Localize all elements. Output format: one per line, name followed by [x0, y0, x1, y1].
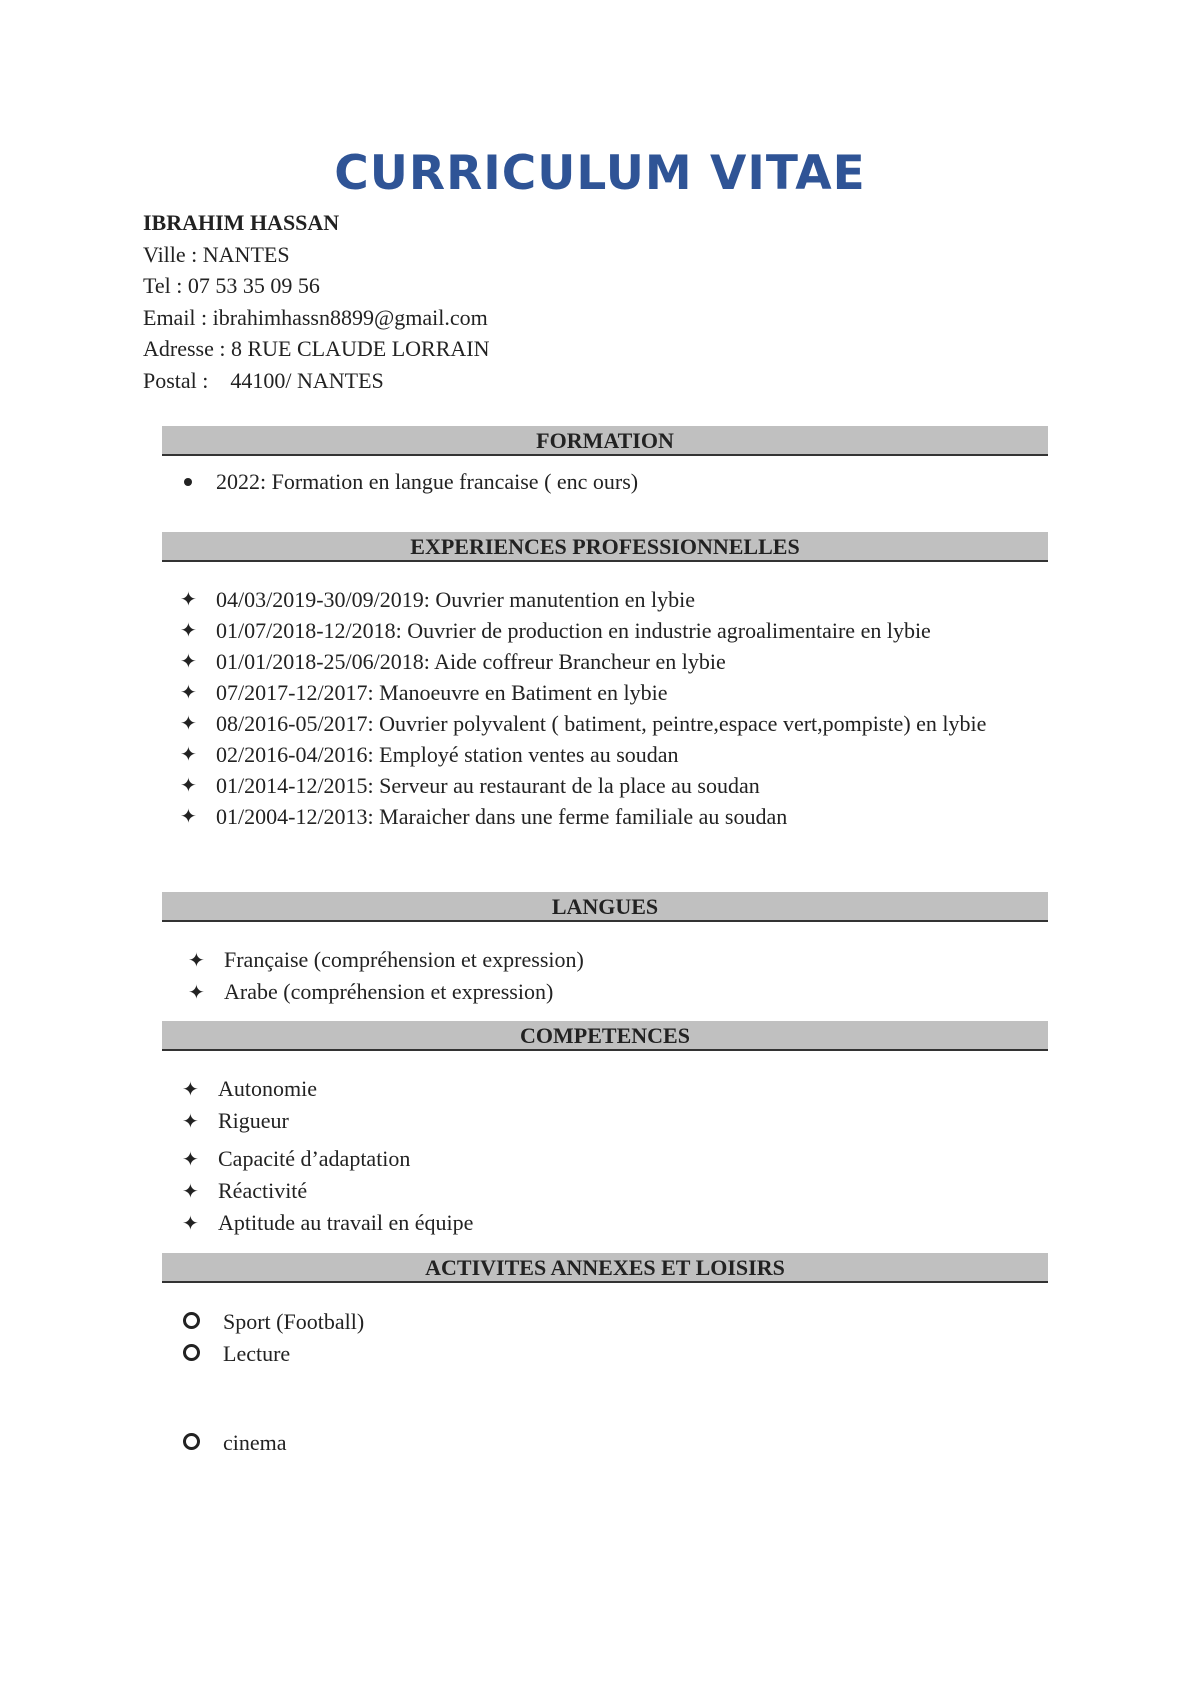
- list-item: [183, 1427, 364, 1459]
- list-item: [182, 1207, 473, 1239]
- four-point-star-icon: ✦: [180, 618, 197, 642]
- list-item: [180, 677, 1030, 708]
- four-point-star-icon: ✦: [180, 649, 197, 673]
- section-heading-experiences: EXPERIENCES PROFESSIONNELLES: [162, 532, 1048, 562]
- list-item: [180, 739, 1030, 770]
- list-item: [180, 646, 1030, 677]
- list-item: [183, 1338, 364, 1370]
- four-point-star-icon: ✦: [182, 1077, 199, 1101]
- document-title: CURRICULUM VITAE: [334, 146, 866, 201]
- langues-list: [188, 944, 584, 1008]
- section-heading-langues: LANGUES: [162, 892, 1048, 922]
- list-item: [180, 770, 1030, 801]
- list-item-text: 2022: Formation en langue francaise ( enc ours): [216, 469, 639, 494]
- formation-list: [180, 466, 638, 497]
- list-item: [188, 976, 584, 1008]
- loisirs-list: [183, 1306, 364, 1459]
- four-point-star-icon: ✦: [188, 980, 205, 1004]
- list-item: [180, 584, 1030, 615]
- ring-icon: [183, 1433, 200, 1450]
- four-point-star-icon: ✦: [180, 680, 197, 704]
- contact-phone: Tel : 07 53 35 09 56: [143, 273, 320, 298]
- four-point-star-icon: ✦: [180, 773, 197, 797]
- list-item-text: Sport (Football): [223, 1309, 365, 1334]
- contact-address: Adresse : 8 RUE CLAUDE LORRAIN: [143, 336, 490, 361]
- list-item: [182, 1143, 473, 1175]
- four-point-star-icon: ✦: [182, 1109, 199, 1133]
- four-point-star-icon: ✦: [180, 742, 197, 766]
- list-item: [182, 1073, 473, 1105]
- list-item: [180, 801, 1030, 832]
- section-heading-loisirs: ACTIVITES ANNEXES ET LOISIRS: [162, 1253, 1048, 1283]
- four-point-star-icon: ✦: [180, 804, 197, 828]
- list-item: [183, 1306, 364, 1338]
- list-item-text: Autonomie: [218, 1076, 317, 1101]
- list-item-text: 01/01/2018-25/06/2018: Aide coffreur Brancheur en lybie: [216, 649, 726, 674]
- list-item-text: 08/2016-05/2017: Ouvrier polyvalent ( batiment, peintre,espace vert,pompiste) en lybie: [216, 711, 987, 736]
- contact-postal: [143, 365, 489, 397]
- contact-email: Email : ibrahimhassn8899@gmail.com: [143, 304, 488, 330]
- list-item-text: Française (compréhension et expression): [224, 947, 584, 972]
- list-item: [188, 944, 584, 976]
- ring-icon: [183, 1344, 200, 1361]
- experiences-list: [180, 584, 1030, 832]
- list-item: [182, 1175, 473, 1207]
- four-point-star-icon: ✦: [182, 1211, 199, 1235]
- competences-list: [182, 1073, 473, 1239]
- list-item: [180, 615, 1030, 646]
- list-item: [180, 466, 638, 497]
- list-item-text: 07/2017-12/2017: Manoeuvre en Batiment en lybie: [216, 680, 668, 705]
- ring-icon: [183, 1312, 200, 1329]
- four-point-star-icon: ✦: [182, 1147, 199, 1171]
- list-item-text: 01/2014-12/2015: Serveur au restaurant de la place au soudan: [216, 773, 760, 798]
- list-item-text: Lecture: [223, 1341, 291, 1366]
- list-item-text: Capacité d’adaptation: [218, 1146, 411, 1171]
- list-item-text: 01/2004-12/2013: Maraicher dans une ferme familiale au soudan: [216, 804, 788, 829]
- four-point-star-icon: ✦: [180, 587, 197, 611]
- contact-block: [143, 207, 489, 396]
- contact-city: Ville : NANTES: [143, 241, 290, 267]
- postal-value: 44100/ NANTES: [230, 367, 384, 393]
- disc-icon: [184, 478, 192, 486]
- list-item-text: Rigueur: [218, 1108, 289, 1133]
- list-item-text: cinema: [223, 1430, 287, 1455]
- section-heading-competences: COMPETENCES: [162, 1021, 1048, 1051]
- four-point-star-icon: ✦: [180, 711, 197, 735]
- candidate-name: IBRAHIM HASSAN: [143, 210, 340, 235]
- list-item-text: 02/2016-04/2016: Employé station ventes au soudan: [216, 742, 679, 767]
- four-point-star-icon: ✦: [188, 948, 205, 972]
- four-point-star-icon: ✦: [182, 1179, 199, 1203]
- list-item-text: Aptitude au travail en équipe: [218, 1210, 474, 1235]
- list-item-text: Réactivité: [218, 1178, 308, 1203]
- list-item-text: 01/07/2018-12/2018: Ouvrier de production en industrie agroalimentaire en lybie: [216, 618, 931, 643]
- section-heading-formation: FORMATION: [162, 426, 1048, 456]
- list-item: [180, 708, 1030, 739]
- list-item: [182, 1105, 473, 1137]
- list-item-text: 04/03/2019-30/09/2019: Ouvrier manutention en lybie: [216, 587, 696, 612]
- postal-label: Postal :: [143, 367, 209, 393]
- list-item-text: Arabe (compréhension et expression): [224, 979, 554, 1004]
